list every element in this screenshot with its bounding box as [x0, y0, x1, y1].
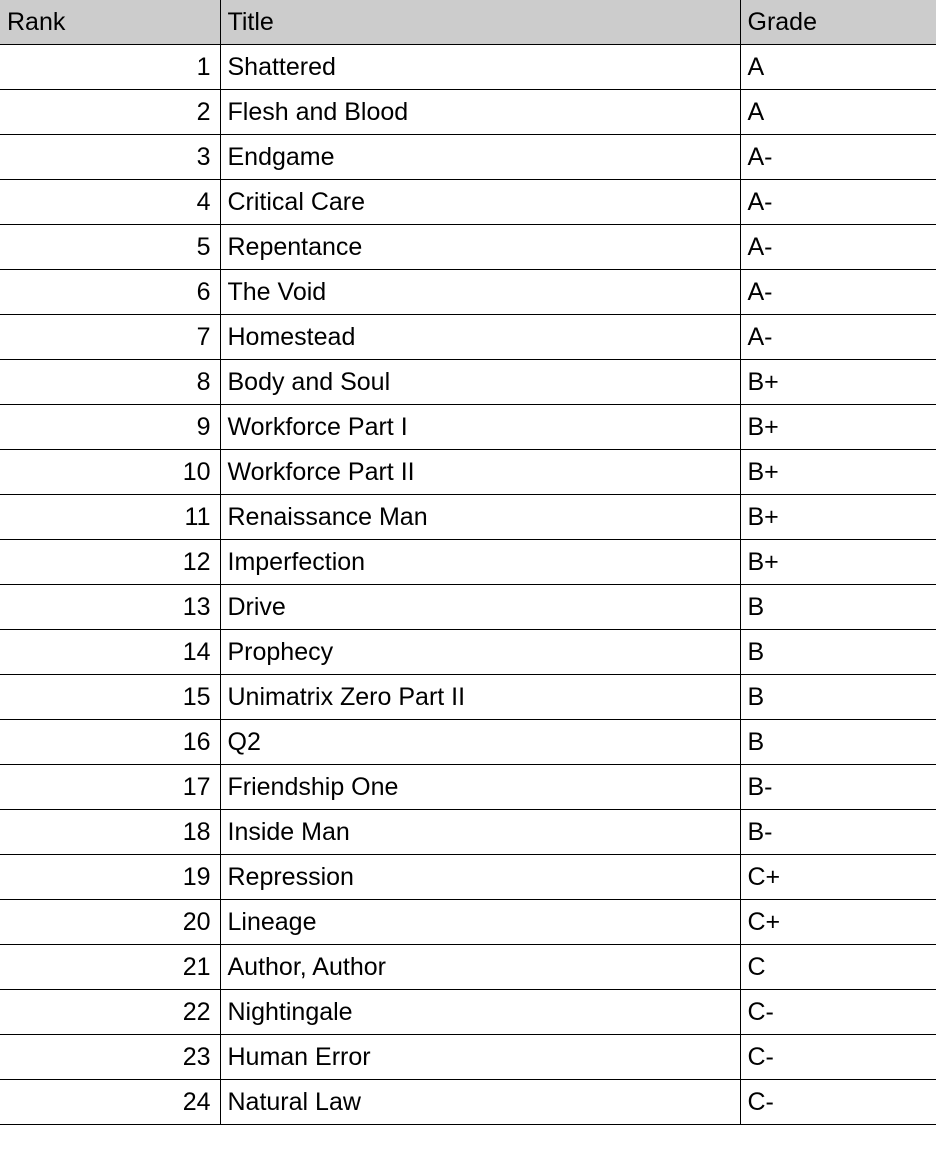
cell-grade: C+	[740, 855, 936, 900]
cell-rank: 15	[0, 675, 220, 720]
table-row	[0, 495, 936, 540]
cell-title: Q2	[220, 720, 740, 765]
cell-title: Inside Man	[220, 810, 740, 855]
cell-grade: C-	[740, 1035, 936, 1080]
table-row	[0, 765, 936, 810]
cell-rank: 7	[0, 315, 220, 360]
cell-rank: 14	[0, 630, 220, 675]
cell-grade: A-	[740, 135, 936, 180]
cell-title: Shattered	[220, 45, 740, 90]
cell-rank: 11	[0, 495, 220, 540]
cell-rank: 21	[0, 945, 220, 990]
cell-grade: B+	[740, 540, 936, 585]
cell-grade: A-	[740, 225, 936, 270]
cell-grade: C-	[740, 990, 936, 1035]
cell-rank: 13	[0, 585, 220, 630]
table-row	[0, 180, 936, 225]
cell-rank: 23	[0, 1035, 220, 1080]
cell-rank: 6	[0, 270, 220, 315]
cell-grade: B	[740, 720, 936, 765]
table-body	[0, 45, 936, 1125]
table-row	[0, 315, 936, 360]
table-row	[0, 1035, 936, 1080]
cell-title: Critical Care	[220, 180, 740, 225]
table-row	[0, 675, 936, 720]
cell-grade: B+	[740, 360, 936, 405]
cell-title: Body and Soul	[220, 360, 740, 405]
cell-grade: B+	[740, 405, 936, 450]
cell-grade: B+	[740, 495, 936, 540]
cell-grade: A	[740, 45, 936, 90]
cell-title: Friendship One	[220, 765, 740, 810]
cell-rank: 17	[0, 765, 220, 810]
cell-rank: 2	[0, 90, 220, 135]
table-row	[0, 990, 936, 1035]
table-row	[0, 45, 936, 90]
table-row	[0, 585, 936, 630]
table-row	[0, 270, 936, 315]
cell-title: The Void	[220, 270, 740, 315]
table-row	[0, 225, 936, 270]
cell-title: Imperfection	[220, 540, 740, 585]
table-row	[0, 720, 936, 765]
cell-rank: 16	[0, 720, 220, 765]
cell-title: Unimatrix Zero Part II	[220, 675, 740, 720]
table-header-row	[0, 0, 936, 45]
cell-title: Workforce Part II	[220, 450, 740, 495]
cell-title: Flesh and Blood	[220, 90, 740, 135]
table-row	[0, 855, 936, 900]
cell-rank: 18	[0, 810, 220, 855]
table-row	[0, 405, 936, 450]
column-header-rank: Rank	[0, 0, 220, 45]
cell-rank: 20	[0, 900, 220, 945]
cell-title: Homestead	[220, 315, 740, 360]
cell-rank: 12	[0, 540, 220, 585]
cell-grade: B-	[740, 810, 936, 855]
table-row	[0, 90, 936, 135]
cell-grade: B	[740, 585, 936, 630]
cell-rank: 19	[0, 855, 220, 900]
cell-grade: C+	[740, 900, 936, 945]
cell-title: Repression	[220, 855, 740, 900]
table-row	[0, 540, 936, 585]
cell-rank: 22	[0, 990, 220, 1035]
cell-title: Drive	[220, 585, 740, 630]
cell-rank: 5	[0, 225, 220, 270]
cell-title: Nightingale	[220, 990, 740, 1035]
cell-title: Prophecy	[220, 630, 740, 675]
cell-rank: 9	[0, 405, 220, 450]
cell-grade: C-	[740, 1080, 936, 1125]
cell-grade: A	[740, 90, 936, 135]
cell-title: Renaissance Man	[220, 495, 740, 540]
cell-rank: 24	[0, 1080, 220, 1125]
column-header-title: Title	[220, 0, 740, 45]
cell-grade: B	[740, 630, 936, 675]
table-row	[0, 360, 936, 405]
cell-rank: 8	[0, 360, 220, 405]
cell-title: Natural Law	[220, 1080, 740, 1125]
column-header-grade: Grade	[740, 0, 936, 45]
cell-rank: 10	[0, 450, 220, 495]
cell-grade: B+	[740, 450, 936, 495]
table-row	[0, 135, 936, 180]
cell-rank: 3	[0, 135, 220, 180]
table-row	[0, 945, 936, 990]
cell-grade: B	[740, 675, 936, 720]
table-header	[0, 0, 936, 45]
table-row	[0, 810, 936, 855]
cell-title: Repentance	[220, 225, 740, 270]
table-row	[0, 1080, 936, 1125]
table-row	[0, 630, 936, 675]
cell-grade: C	[740, 945, 936, 990]
cell-title: Endgame	[220, 135, 740, 180]
table-row	[0, 450, 936, 495]
cell-title: Workforce Part I	[220, 405, 740, 450]
cell-grade: A-	[740, 270, 936, 315]
cell-grade: A-	[740, 315, 936, 360]
cell-title: Human Error	[220, 1035, 740, 1080]
table-row	[0, 900, 936, 945]
cell-grade: A-	[740, 180, 936, 225]
cell-rank: 1	[0, 45, 220, 90]
cell-rank: 4	[0, 180, 220, 225]
cell-grade: B-	[740, 765, 936, 810]
cell-title: Author, Author	[220, 945, 740, 990]
cell-title: Lineage	[220, 900, 740, 945]
